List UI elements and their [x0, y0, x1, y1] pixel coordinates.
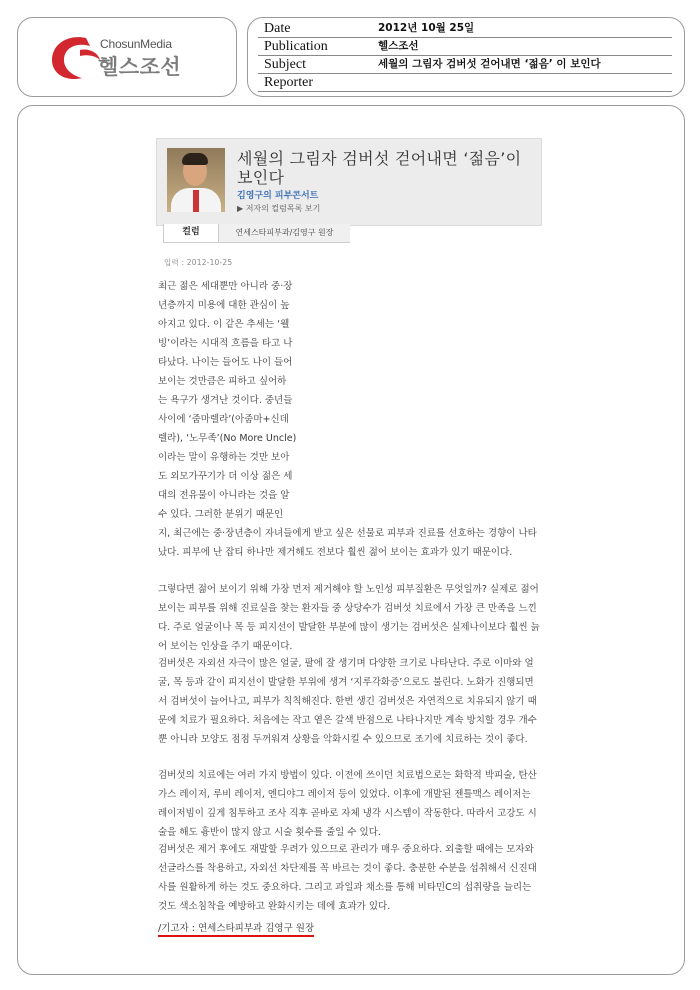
body-paragraph: 지, 최근에는 중·장년층이 자녀들에게 받고 싶은 선물로 피부과 진료를 선호하는 경향이 나타났다. 피부에 난 잡티 하나만 제거해도 전보다 훨씬 젊어 보이는 효과가 있기 때문이다. — [158, 528, 537, 558]
body-line: 빙’이라는 시대적 흐름을 타고 나 — [158, 338, 293, 349]
article-header — [156, 138, 542, 226]
body-line: 타났다. 나이는 들어도 나이 들어 — [158, 357, 293, 368]
meta-row-publication — [258, 38, 672, 56]
logo-english-text: ChosunMedia — [100, 37, 172, 51]
column-list-link[interactable]: ▶ 저자의 컬럼목록 보기 — [237, 204, 321, 213]
body-paragraph: 검버섯은 자외선 자극이 많은 얼굴, 팔에 잘 생기며 다양한 크기로 나타난다. 주로 이마와 얼굴, 목 등과 같이 피지선이 발달한 부위에 생겨 ‘지루각화증’으로도 불린다. 노화가 진행되면서 검버섯이 늘어나고, 피부가 칙칙해진다. 한번 생긴 검버섯은 자연적으로 치유되지 않기 때문에 치료가 필요하다. 처음에는 작고 옅은 갈색 반점으로 나타나지만 계속 방치할 경우 개수뿐 아니라 모양도 점점 두꺼워져 상황을 악화시킬 수 있으므로 조기에 치료하는 것이 좋다. — [158, 658, 537, 745]
chosun-media-logo-icon — [46, 32, 106, 84]
meta-row-subject — [258, 56, 672, 74]
metadata-panel — [247, 17, 685, 97]
body-paragraph: 검버섯의 치료에는 여러 가지 방법이 있다. 이전에 쓰이던 치료법으로는 화학적 박피술, 탄산가스 레이저, 루비 레이저, 엔디야그 레이저 등이 있었다. 이후에 개발된 젠틀맥스 레이저는 레이저빔이 깊게 침투하고 조사 직후 곧바로 자체 냉각 시스템이 작동한다. 따라서 고강도 시술을 해도 흉반이 많지 않고 시술 횟수를 줄일 수 있다. — [158, 770, 537, 838]
author-photo — [167, 148, 225, 212]
meta-row-date — [258, 20, 672, 38]
body-paragraph: 그렇다면 젊어 보이기 위해 가장 먼저 제거해야 할 노인성 피부질환은 무엇일까? 실제로 젊어 보이는 피부를 위해 진료실을 찾는 환자들 중 상당수가 검버섯 치료에서 가장 큰 만족을 느낀다. 주로 얼굴이나 목 등 피지선이 발달한 부분에 많이 생기는 검버섯은 실제나이보다 훨씬 늙어 보이는 인상을 주기 때문이다. — [158, 584, 540, 652]
body-line: 년층까지 미용에 대한 관심이 높 — [158, 300, 290, 311]
body-paragraph: 검버섯은 제거 후에도 재발할 우려가 있으므로 관리가 매우 중요하다. 외출할 때에는 모자와 선글라스를 착용하고, 자외선 차단제를 꼭 바르는 것이 좋다. 충분한 수분을 섭취해서 신진대사를 원활하게 하는 것도 중요하다. 그리고 과일과 채소를 통해 비타민C의 섭취량을 늘리는 것도 색소침착을 예방하고 완화시키는 데에 효과가 있다. — [158, 844, 537, 912]
logo-panel — [17, 17, 237, 97]
logo-korean-text: 헬스조선 — [98, 55, 182, 79]
meta-value: 헬스조선 — [378, 40, 419, 52]
body-line: 렐라), ‘노무족’(No More Uncle) — [158, 433, 297, 444]
author-byline: /기고자 : 연세스타피부과 김영구 원장 — [158, 920, 314, 937]
body-line: 도 외모가꾸기가 더 이상 젊은 세 — [158, 471, 293, 482]
body-line: 수 있다. 그러한 분위기 때문인 — [158, 509, 284, 520]
tab-author[interactable]: 연세스타피부과/김영구 원장 — [219, 224, 350, 243]
meta-value: 2012년 10월 25일 — [378, 22, 475, 34]
body-line: 대의 전유물이 아니라는 것을 알 — [158, 490, 290, 501]
meta-value: 세월의 그림자 검버섯 걷어내면 ‘젊음’ 이 보인다 — [378, 58, 601, 70]
body-line: 는 욕구가 생겨난 것이다. 중년들 — [158, 395, 293, 406]
meta-label: Reporter — [264, 75, 313, 90]
article-date: 입력 : 2012-10-25 — [164, 258, 233, 267]
meta-label: Publication — [264, 39, 328, 54]
meta-row-reporter — [258, 74, 672, 92]
meta-label: Date — [264, 21, 291, 36]
body-line: 아지고 있다. 이 같은 추세는 ‘웰 — [158, 319, 290, 330]
body-line: 이라는 말이 유행하는 것만 보아 — [158, 452, 290, 463]
article-title: 세월의 그림자 검버섯 걷어내면 ‘젊음’이 보인다 — [237, 149, 522, 187]
body-line: 최근 젊은 세대뿐만 아니라 중·장 — [158, 281, 293, 292]
meta-label: Subject — [264, 57, 306, 72]
column-name-link[interactable]: 김영구의 피부콘서트 — [237, 191, 319, 201]
body-line: 사이에 ‘줌마렐라’(아줌마+신데 — [158, 414, 289, 425]
tab-column[interactable]: 컬럼 — [163, 224, 219, 243]
body-line: 보이는 것만큼은 피하고 싶어하 — [158, 376, 287, 387]
